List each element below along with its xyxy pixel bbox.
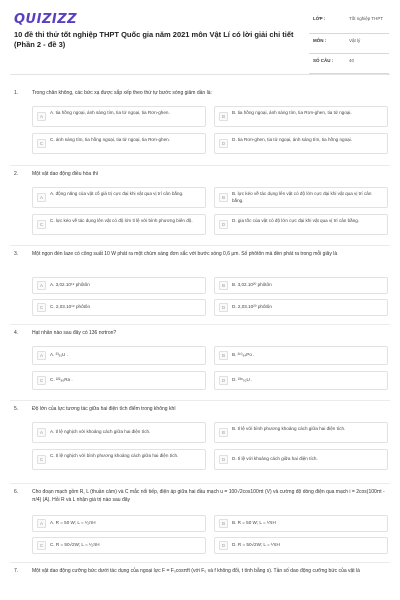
option-c[interactable] xyxy=(32,371,206,390)
meta-row-class xyxy=(309,12,389,34)
option-a[interactable] xyxy=(32,187,206,208)
header xyxy=(0,0,400,68)
option-letter: A xyxy=(37,519,46,528)
option-d[interactable] xyxy=(214,371,388,390)
option-text: A. R = 50 W; L = ¹⁄₂πH xyxy=(50,520,96,525)
option-letter: D xyxy=(219,139,228,148)
option-letter: A xyxy=(37,428,46,437)
option-letter: A xyxy=(37,112,46,121)
option-b[interactable] xyxy=(214,346,388,365)
question-text: Hạt nhân nào sau đây có 136 nơtron? xyxy=(32,330,117,336)
meta-label: LỚP : xyxy=(313,16,326,21)
option-text: D. ²³⁸₉₂U . xyxy=(232,377,253,382)
option-text: A. ²³₉₁U . xyxy=(50,352,68,357)
option-text: B. R = 50 W; L = ¹⁄πH xyxy=(232,520,276,525)
option-d[interactable] xyxy=(214,214,388,235)
option-letter: D xyxy=(219,303,228,312)
option-a[interactable] xyxy=(32,422,206,443)
option-d[interactable] xyxy=(214,537,388,554)
meta-row-subject xyxy=(309,34,389,54)
question-number: 7. xyxy=(14,568,19,574)
option-text: B. 3,02.10²⁰ phôtôn xyxy=(232,282,272,287)
option-text: D. 2,03.10²⁰ phôtôn xyxy=(232,304,272,309)
option-text: D. gia tốc của vật có độ lớn cực đại khi vật qua vị trí cân bằng. xyxy=(232,218,360,223)
question-text: Một ngọn đèn laze có công suất 10 W phát ra một chùm sáng đơn sắc với bước sóng 0,6 μm. Số phôtôn mà đèn phát ra trong mỗi giây là xyxy=(32,251,338,257)
option-b[interactable] xyxy=(214,187,388,208)
option-letter: C xyxy=(37,541,46,550)
option-b[interactable] xyxy=(214,422,388,443)
question-number: 6. xyxy=(14,489,19,495)
option-a[interactable] xyxy=(32,277,206,294)
option-c[interactable] xyxy=(32,537,206,554)
option-d[interactable] xyxy=(214,133,388,154)
option-a[interactable] xyxy=(32,106,206,127)
option-letter: A xyxy=(37,351,46,360)
option-letter: A xyxy=(37,193,46,202)
quizizz-logo: QUIZIZZ xyxy=(14,12,78,27)
question-number: 3. xyxy=(14,251,19,257)
option-c[interactable] xyxy=(32,214,206,235)
question-text: Một vật dao động điều hòa thì xyxy=(32,171,99,177)
option-b[interactable] xyxy=(214,277,388,294)
question-text: Độ lớn của lực tương tác giữa hai điện tích điểm trong không khí xyxy=(32,406,176,412)
option-letter: D xyxy=(219,220,228,229)
option-a[interactable] xyxy=(32,346,206,365)
option-letter: B xyxy=(219,193,228,202)
option-text: A. tỉ lệ nghịch với khoảng cách giữa hai điện tích. xyxy=(50,429,151,434)
question-divider xyxy=(10,324,390,325)
option-c[interactable] xyxy=(32,299,206,316)
option-letter: C xyxy=(37,455,46,464)
meta-box xyxy=(309,12,389,74)
option-letter: C xyxy=(37,220,46,229)
question-divider xyxy=(10,165,390,166)
option-letter: B xyxy=(219,519,228,528)
option-text: D. R = 50√2W; L = ¹⁄πH xyxy=(232,542,280,547)
option-letter: D xyxy=(219,376,228,385)
question-number: 2. xyxy=(14,171,19,177)
question-number: 4. xyxy=(14,330,19,336)
option-text: D. tỉ lệ với khoảng cách giữa hai điện tích. xyxy=(232,456,318,461)
option-text: C. 2,03.10¹⁹ phôtôn xyxy=(50,304,91,309)
question-text: Một vật dao động cưỡng bức dưới tác dụng của ngoại lực F = F₀cosπft (với F₀ và f không đổi, t tính bằng s). Tần số dao động cưỡng bức của vật là xyxy=(32,568,360,574)
option-text: A. tia hồng ngoại, ánh sáng tím, tia tử ngoại, tia Rơn-ghen. xyxy=(50,110,170,115)
option-a[interactable] xyxy=(32,515,206,532)
header-divider xyxy=(10,74,390,75)
meta-value: 40 xyxy=(349,58,355,63)
option-letter: B xyxy=(219,281,228,290)
meta-value: Vật lý xyxy=(349,38,361,43)
option-b[interactable] xyxy=(214,515,388,532)
option-letter: D xyxy=(219,541,228,550)
question-divider xyxy=(10,483,390,484)
question-number: 5. xyxy=(14,406,19,412)
option-letter: C xyxy=(37,139,46,148)
meta-label: MÔN : xyxy=(313,38,327,43)
option-letter: B xyxy=(219,112,228,121)
meta-value: Tốt nghiệp THPT xyxy=(349,16,384,21)
meta-label: SỐ CÂU : xyxy=(313,58,334,63)
option-c[interactable] xyxy=(32,133,206,154)
question-text: Trong chân không, các bức xạ được sắp xếp theo thứ tự bước sóng giảm dần là: xyxy=(32,90,212,96)
option-b[interactable] xyxy=(214,106,388,127)
question-divider xyxy=(10,562,390,563)
option-letter: D xyxy=(219,455,228,464)
option-text: C. R = 50√2W; L = ¹⁄₂πH xyxy=(50,542,100,547)
option-text: C. ánh sáng tím, tia hồng ngoại, tia tử ngoại, tia Rơn-ghen. xyxy=(50,137,170,142)
option-text: B. tia hồng ngoại, ánh sáng tím, tia Rơn-ghen, tia tử ngoại. xyxy=(232,110,352,115)
option-text: D. tia Rơn-ghen, tia tử ngoại, ánh sáng tím, tia hồng ngoại. xyxy=(232,137,352,142)
option-letter: B xyxy=(219,351,228,360)
option-letter: C xyxy=(37,303,46,312)
option-d[interactable] xyxy=(214,299,388,316)
option-d[interactable] xyxy=(214,449,388,470)
option-text: C. tỉ lệ nghịch với bình phương khoảng cách giữa hai điện tích. xyxy=(50,453,179,458)
option-letter: A xyxy=(37,281,46,290)
option-letter: B xyxy=(219,428,228,437)
document-title: 10 đề thi thử tốt nghiệp THPT Quốc gia năm 2021 môn Vật Lí có lời giải chi tiết (Phần 2 - đề 3) xyxy=(14,30,294,49)
option-text: A. 3,02.10¹⁹ phôtôn xyxy=(50,282,90,287)
option-text: C. lực kéo về tác dụng lên vật có độ lớn tỉ lệ với bình phương biên độ. xyxy=(50,218,193,223)
question-number: 1. xyxy=(14,90,19,96)
option-text: B. ²¹⁰₈₄Po . xyxy=(232,352,255,357)
option-text: B. lực kéo về tác dụng lên vật có độ lớn cực đại khi vật qua vị trí cân bằng. xyxy=(232,191,372,203)
question-text: Cho đoạn mạch gồm R, L (thuần cảm) và C mắc nối tiếp, điện áp giữa hai đầu mạch u = 100√2cos100πt (V) và cường độ dòng điện qua mạch i = 2cos(100πt - π/4) (A). Hỏi R và L nhận giá trị nào sau đây xyxy=(32,489,385,503)
meta-row-count xyxy=(309,54,389,74)
option-text: C. ²²²₈₆Ra . xyxy=(50,377,73,382)
option-c[interactable] xyxy=(32,449,206,470)
option-letter: C xyxy=(37,376,46,385)
question-divider xyxy=(10,400,390,401)
option-text: B. tỉ lệ với bình phương khoảng cách giữa hai điện tích. xyxy=(232,426,346,431)
option-text: A. động năng của vật cố giá trị cực đại khi vật qua vị trí cân bằng. xyxy=(50,191,184,196)
question-divider xyxy=(10,245,390,246)
